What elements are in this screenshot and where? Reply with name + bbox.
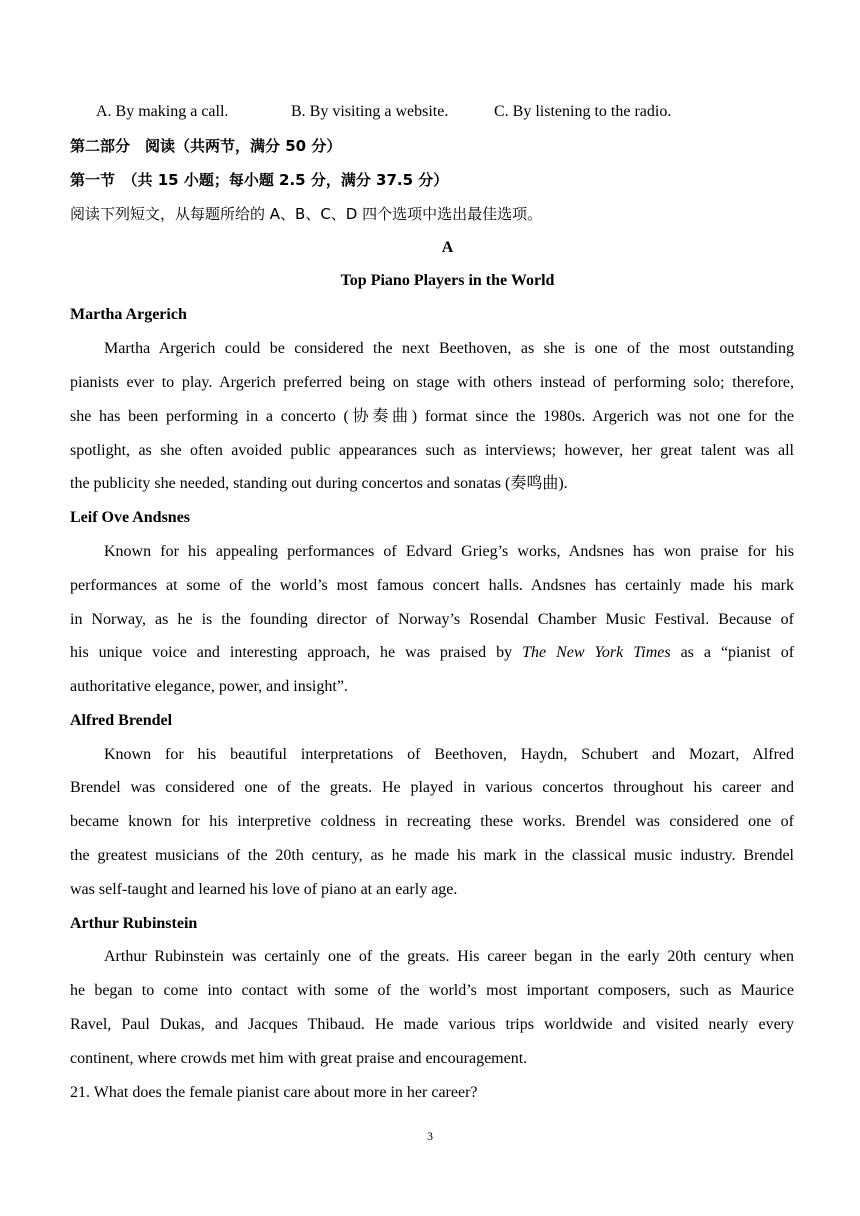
paragraph-line: Known for his beautiful interpretations of Beethoven, Haydn, Schubert and Mozart, Alfred: [104, 746, 794, 763]
pianist-name: Leif Ove Andsnes: [70, 509, 191, 526]
pianist-name: Arthur Rubinstein: [70, 915, 198, 932]
paragraph-line: performances at some of the world’s most famous concert halls. Andsnes has certainly made his mark: [70, 577, 794, 594]
paragraph-line: [70, 643, 794, 663]
text-segment: his unique voice and interesting approach, he was praised by: [70, 644, 513, 661]
page-number: 3: [427, 1129, 433, 1143]
passage-letter: A: [441, 239, 454, 256]
paragraph-line: spotlight, as she often avoided public appearances such as interviews; however, her great talent was all: [70, 442, 794, 459]
option-b: B. By visiting a website.: [291, 103, 449, 120]
section-heading: 第一节 （共 15 小题；每小题 2.5 分，满分 37.5 分）: [70, 171, 449, 189]
instruction: 阅读下列短文，从每题所给的 A、B、C、D 四个选项中选出最佳选项。: [70, 205, 543, 223]
option-c: C. By listening to the radio.: [494, 103, 672, 120]
paragraph-line: was self-taught and learned his love of piano at an early age.: [70, 881, 458, 898]
paragraph-line: continent, where crowds met him with great praise and encouragement.: [70, 1050, 528, 1067]
pianist-name: Alfred Brendel: [70, 712, 173, 729]
paragraph-line: in Norway, as he is the founding director of Norway’s Rosendal Chamber Music Festival. Because of: [70, 611, 794, 628]
question-21: 21. What does the female pianist care about more in her career?: [70, 1084, 478, 1101]
pianist-name: Martha Argerich: [70, 306, 187, 323]
paragraph-line: he began to come into contact with some of the world’s most important composers, such as Maurice: [70, 982, 794, 999]
paragraph-line: Known for his appealing performances of Edvard Grieg’s works, Andsnes has won praise for his: [104, 543, 794, 560]
paragraph-line: she has been performing in a concerto (协奏曲) format since the 1980s. Argerich was not one for the: [70, 408, 794, 425]
paragraph-line: pianists ever to play. Argerich preferred being on stage with others instead of performing solo; therefore,: [70, 374, 794, 391]
paragraph-line: Martha Argerich could be considered the next Beethoven, as she is one of the most outstanding: [104, 340, 794, 357]
paragraph-line: Ravel, Paul Dukas, and Jacques Thibaud. He made various trips worldwide and visited nearly every: [70, 1016, 794, 1033]
newspaper-title: The New York Times: [522, 644, 671, 661]
paragraph-line: Brendel was considered one of the greats. He played in various concertos throughout his career and: [70, 779, 794, 796]
paragraph-line: the publicity she needed, standing out during concertos and sonatas (奏鸣曲).: [70, 475, 568, 492]
part-heading: 第二部分 阅读（共两节，满分 50 分）: [70, 137, 342, 155]
paragraph-line: authoritative elegance, power, and insight”.: [70, 678, 348, 695]
paragraph-line: Arthur Rubinstein was certainly one of the greats. His career began in the early 20th century when: [104, 948, 794, 965]
paragraph-line: became known for his interpretive coldness in recreating these works. Brendel was considered one of: [70, 813, 794, 830]
passage-title: Top Piano Players in the World: [340, 272, 555, 289]
text-segment: as a “pianist of: [680, 644, 795, 661]
option-a: A. By making a call.: [96, 103, 229, 120]
paragraph-line: the greatest musicians of the 20th century, as he made his mark in the classical music industry. Brendel: [70, 847, 794, 864]
